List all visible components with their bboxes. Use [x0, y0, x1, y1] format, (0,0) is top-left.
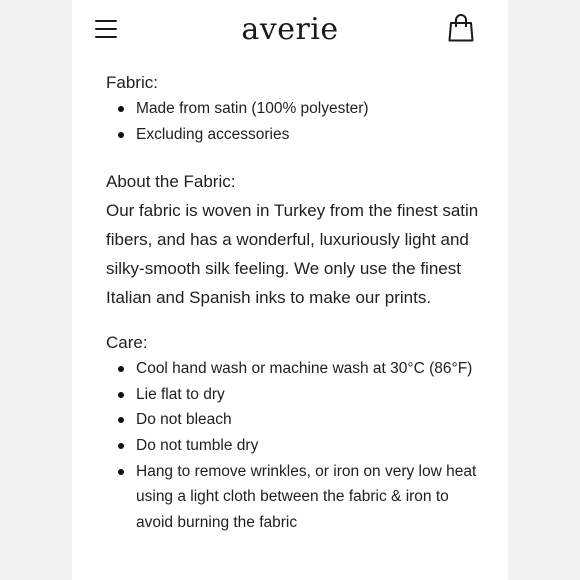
care-section	[106, 330, 486, 535]
list-item: Excluding accessories	[136, 122, 486, 148]
fabric-section	[106, 70, 486, 147]
fabric-list	[106, 96, 486, 147]
fabric-label: Fabric:	[106, 73, 158, 92]
list-item: Do not tumble dry	[136, 433, 486, 459]
shopping-bag-icon[interactable]	[448, 14, 474, 42]
about-fabric-label: About the Fabric:	[106, 172, 236, 192]
brand-logo[interactable]: averie	[241, 12, 339, 47]
list-item: Made from satin (100% polyester)	[136, 96, 486, 122]
list-item: Lie flat to dry	[136, 382, 486, 408]
about-fabric-text: Our fabric is woven in Turkey from the finest satin fibers, and has a wonderful, luxuriously light and silky-smooth silk feeling. We only use the finest Italian and Spanish inks to make our prints.	[106, 201, 479, 308]
list-item: Cool hand wash or machine wash at 30°C (86°F)	[136, 356, 486, 382]
care-label: Care:	[106, 333, 148, 353]
product-details-page	[72, 0, 508, 580]
list-item: Do not bleach	[136, 407, 486, 433]
about-fabric-section	[106, 167, 486, 312]
site-header	[72, 0, 508, 60]
list-item: Hang to remove wrinkles, or iron on very low heat using a light cloth between the fabric & iron to avoid burning the fabric	[136, 459, 486, 536]
care-list	[106, 356, 486, 535]
product-info	[106, 70, 486, 535]
